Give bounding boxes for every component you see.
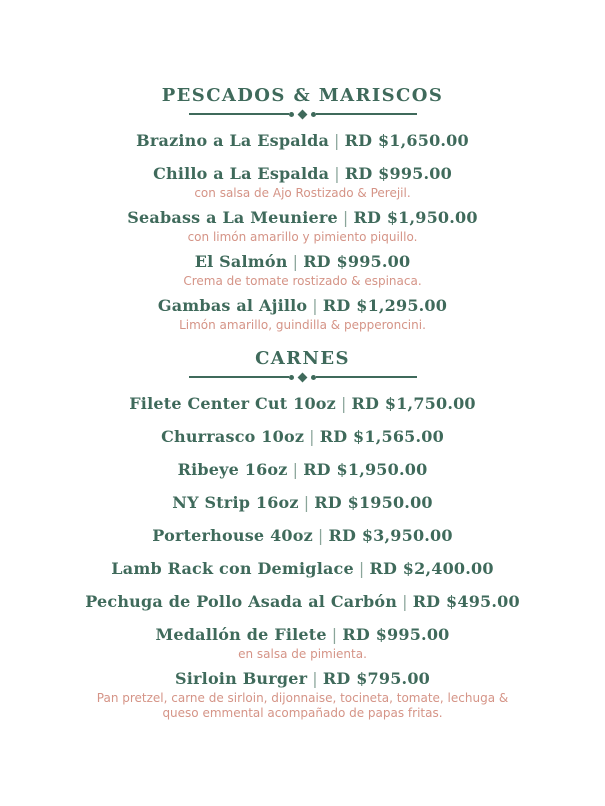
item-description: en salsa de pimienta.	[238, 647, 367, 661]
item-name: Lamb Rack con Demiglace	[111, 559, 354, 578]
item-price: RD $1,565.00	[319, 427, 444, 446]
item-separator: |	[309, 427, 315, 446]
menu-item	[0, 591, 605, 613]
item-price: RD $1,950.00	[353, 208, 478, 227]
item-line	[0, 558, 605, 580]
item-price: RD $995.00	[342, 625, 450, 644]
dot-icon	[289, 112, 294, 117]
item-separator: |	[312, 296, 318, 315]
item-price: RD $995.00	[344, 164, 452, 183]
menu-item	[0, 668, 605, 721]
diamond-icon	[298, 372, 308, 382]
menu-item	[0, 130, 605, 152]
divider-rule-left	[189, 376, 290, 378]
menu-item	[0, 251, 605, 289]
item-separator: |	[402, 592, 408, 611]
item-line	[0, 295, 605, 317]
item-line	[0, 459, 605, 481]
menu-item	[0, 207, 605, 245]
item-price: RD $1950.00	[314, 493, 433, 512]
item-name: Ribeye 16oz	[177, 460, 288, 479]
item-separator: |	[292, 460, 299, 479]
menu-section-pescados	[0, 86, 605, 333]
item-name: Sirloin Burger	[175, 669, 308, 688]
item-description: Crema de tomate rostizado & espinaca.	[183, 274, 422, 288]
menu-item	[0, 525, 605, 547]
section-divider	[189, 110, 417, 118]
menu-item	[0, 558, 605, 580]
menu-item	[0, 624, 605, 662]
item-line	[0, 163, 605, 185]
item-separator: |	[358, 559, 365, 578]
item-line	[0, 492, 605, 514]
divider-rule-right	[316, 376, 417, 378]
item-price: RD $1,950.00	[303, 460, 428, 479]
item-price: RD $1,295.00	[322, 296, 448, 315]
item-separator: |	[342, 208, 349, 227]
item-line	[0, 393, 605, 415]
item-separator: |	[292, 252, 299, 271]
item-line	[0, 668, 605, 690]
item-description: Limón amarillo, guindilla & pepperoncini.	[179, 318, 426, 332]
item-name: Medallón de Filete	[155, 625, 327, 644]
item-description: Pan pretzel, carne de sirloin, dijonnaise, tocineta, tomate, lechuga & queso emmental acompañado de papas fritas.	[96, 691, 509, 720]
item-line	[0, 251, 605, 273]
item-separator: |	[334, 164, 340, 183]
section-divider	[189, 373, 417, 381]
item-name: Filete Center Cut 10oz	[129, 394, 336, 413]
divider-rule-left	[189, 113, 290, 115]
item-name: Churrasco 10oz	[161, 427, 305, 446]
item-separator: |	[303, 493, 310, 512]
menu-item	[0, 163, 605, 201]
section-title: PESCADOS & MARISCOS	[161, 85, 444, 106]
item-description: con salsa de Ajo Rostizado & Perejil.	[194, 186, 411, 200]
item-name: Brazino a La Espalda	[136, 131, 330, 150]
item-name: Chillo a La Espalda	[153, 164, 330, 183]
item-price: RD $3,950.00	[328, 526, 453, 545]
item-line	[0, 130, 605, 152]
item-price: RD $995.00	[303, 252, 411, 271]
item-separator: |	[334, 131, 340, 150]
item-separator: |	[340, 394, 347, 413]
item-line	[0, 525, 605, 547]
item-price: RD $1,650.00	[344, 131, 469, 150]
item-separator: |	[331, 625, 338, 644]
menu-item	[0, 426, 605, 448]
item-description: con limón amarillo y pimiento piquillo.	[187, 230, 418, 244]
divider-rule-right	[316, 113, 417, 115]
item-line	[0, 207, 605, 229]
menu-item	[0, 459, 605, 481]
menu-item	[0, 295, 605, 333]
item-name: NY Strip 16oz	[172, 493, 299, 512]
item-line	[0, 426, 605, 448]
item-price: RD $495.00	[412, 592, 520, 611]
dot-icon	[289, 375, 294, 380]
item-price: RD $795.00	[322, 669, 430, 688]
section-title: CARNES	[255, 348, 350, 369]
item-name: Seabass a La Meuniere	[127, 208, 338, 227]
item-name: Porterhouse 40oz	[152, 526, 313, 545]
item-name: Pechuga de Pollo Asada al Carbón	[85, 592, 398, 611]
menu-item	[0, 393, 605, 415]
item-price: RD $2,400.00	[369, 559, 494, 578]
item-name: Gambas al Ajillo	[157, 296, 308, 315]
item-line	[0, 591, 605, 613]
item-name: El Salmón	[194, 252, 288, 271]
menu-section-carnes	[0, 349, 605, 721]
diamond-icon	[298, 109, 308, 119]
item-separator: |	[312, 669, 318, 688]
item-separator: |	[317, 526, 324, 545]
menu-item	[0, 492, 605, 514]
item-line	[0, 624, 605, 646]
item-price: RD $1,750.00	[351, 394, 476, 413]
